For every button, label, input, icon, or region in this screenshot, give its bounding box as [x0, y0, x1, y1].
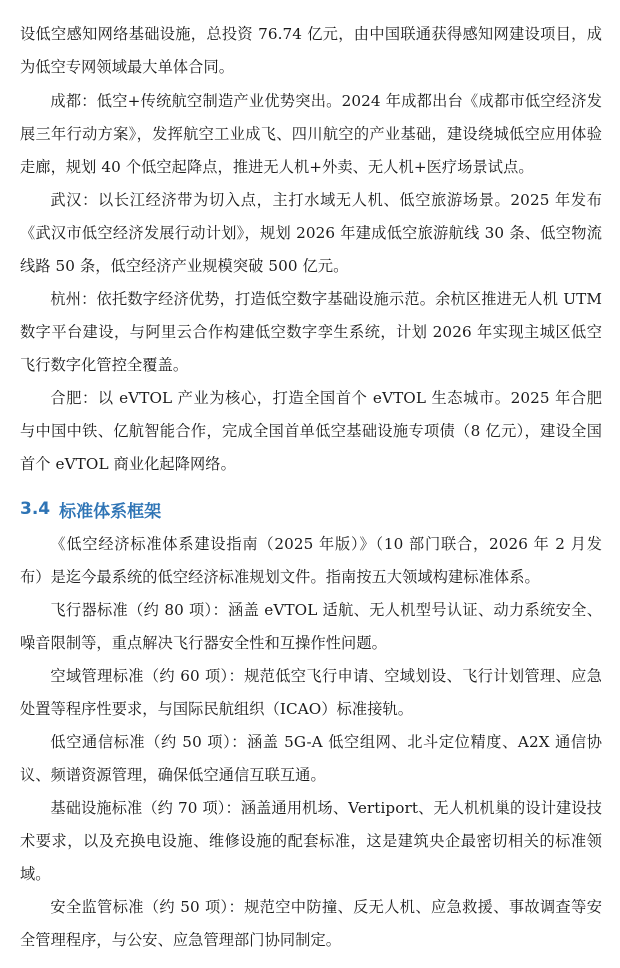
paragraph-hefei: 合肥：以 eVTOL 产业为核心，打造全国首个 eVTOL 生态城市。2025 年合肥与中国中铁、亿航智能合作，完成全国首单低空基础设施专项债（8 亿元），建设全国首个 eVTOL 商业化起降网络。: [20, 389, 602, 473]
section-number: 3.4: [20, 499, 51, 519]
paragraph-aircraft-standards: 飞行器标准（约 80 项）：涵盖 eVTOL 适航、无人机型号认证、动力系统安全、噪音限制等，重点解决飞行器安全性和互操作性问题。: [20, 601, 602, 652]
paragraph-low-altitude-sensing-network: 设低空感知网络基础设施，总投资 76.74 亿元，由中国联通获得感知网建设项目，成为低空专网领域最大单体合同。: [20, 25, 602, 76]
paragraph-wuhan: 武汉：以长江经济带为切入点，主打水域无人机、低空旅游场景。2025 年发布《武汉市低空经济发展行动计划》，规划 2026 年建成低空旅游航线 30 条、低空物流线路 50 条，低空经济产业规模突破 500 亿元。: [20, 191, 602, 275]
paragraph-safety-standards: 安全监管标准（约 50 项）：规范空中防撞、反无人机、应急救援、事故调查等安全管理程序，与公安、应急管理部门协同制定。: [20, 898, 602, 949]
paragraph-infrastructure-standards: 基础设施标准（约 70 项）：涵盖通用机场、Vertiport、无人机机巢的设计建设技术要求，以及充换电设施、维修设施的配套标准，这是建筑央企最密切相关的标准领域。: [20, 799, 602, 883]
paragraph-communication-standards: 低空通信标准（约 50 项）：涵盖 5G-A 低空组网、北斗定位精度、A2X 通信协议、频谱资源管理，确保低空通信互联互通。: [20, 733, 602, 784]
section-heading: [20, 494, 161, 524]
section-title: 标准体系框架: [59, 501, 162, 522]
paragraph-hangzhou: 杭州：依托数字经济优势，打造低空数字基础设施示范。余杭区推进无人机 UTM 数字平台建设，与阿里云合作构建低空数字孪生系统，计划 2026 年实现主城区低空飞行数字化管控全覆盖。: [20, 290, 602, 374]
paragraph-standards-guide: 《低空经济标准体系建设指南（2025 年版）》（10 部门联合，2026 年 2 月发布）是迄今最系统的低空经济标准规划文件。指南按五大领域构建标准体系。: [20, 535, 602, 586]
paragraph-airspace-standards: 空域管理标准（约 60 项）：规范低空飞行申请、空域划设、飞行计划管理、应急处置等程序性要求，与国际民航组织（ICAO）标准接轨。: [20, 667, 602, 718]
paragraph-chengdu: 成都：低空+传统航空制造产业优势突出。2024 年成都出台《成都市低空经济发展三年行动方案》，发挥航空工业成飞、四川航空的产业基础，建设绕城低空应用体验走廊，规划 40 个低空起降点，推进无人机+外卖、无人机+医疗场景试点。: [20, 92, 602, 176]
